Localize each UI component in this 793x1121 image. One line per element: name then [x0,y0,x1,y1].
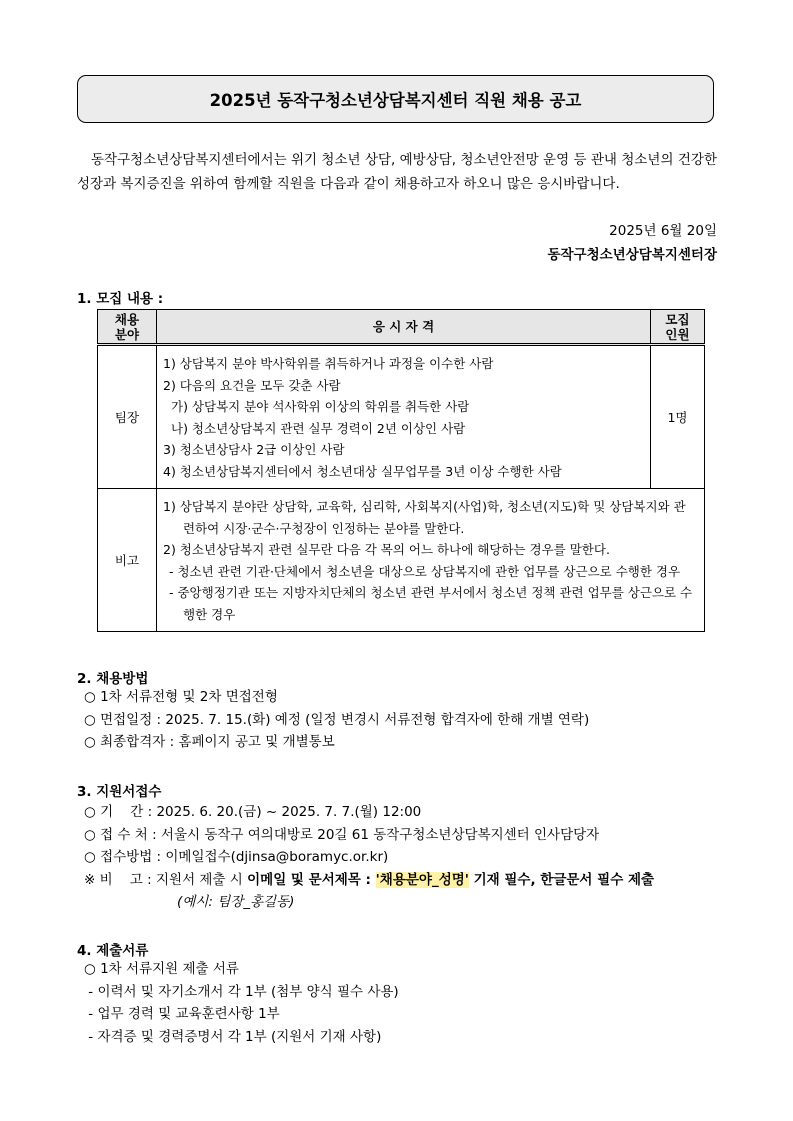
section1-heading: 1. 모집 내용 : [77,291,164,307]
section3-list [84,801,654,914]
row-category: 비고 [98,489,157,632]
list-item: ○ 면접일정 : 2025. 7. 15.(화) 예정 (일정 변경시 서류전형 합격자에 한해 개별 연락) [84,711,590,728]
section4-heading: 4. 제출서류 [77,943,149,959]
header-category: 채용 분야 [98,310,157,345]
section3-heading: 3. 지원서접수 [77,784,162,800]
list-item: - 이력서 및 자기소개서 각 1부 (첨부 양식 필수 사용) [84,983,399,1000]
row-qualifications: 1) 상담복지 분야 박사학위를 취득하거나 과정을 이수한 사람 2) 다음의 요건을 모두 갖춘 사람 가) 상담복지 분야 석사학위 이상의 학위를 취득한 사람 나) 청소년상담복지 관련 실무 경력이 2년 이상인 사람 3) 청소년상담사 2급 이상인 사람 4) 청소년상담복지센터에서 청소년대상 실무업무를 3년 이상 수행한 사람 [157,345,651,489]
list-item: ○ 접 수 처 : 서울시 동작구 여의대방로 20길 61 동작구청소년상담복지센터 인사담당자 [84,826,600,843]
page-title: 2025년 동작구청소년상담복지센터 직원 채용 공고 [77,75,714,123]
recruitment-table [97,309,705,632]
intro-paragraph: 동작구청소년상담복지센터에서는 위기 청소년 상담, 예방상담, 청소년안전망 운영 등 관내 청소년의 건강한 성장과 복지증진을 위하여 함께할 직원을 다음과 같이 채용하고자 하오니 많은 응시바랍니다. [77,152,717,192]
announcement-date: 2025년 6월 20일 [609,223,717,239]
table-header-row [98,310,705,345]
note-line: ※ 비 고 : 지원서 제출 시 이메일 및 문서제목 : '채용분야_성명' 기재 필수, 한글문서 필수 제출 [84,871,655,888]
header-count: 모집 인원 [651,310,705,345]
note-example: (예시: 팀장_홍길동) [177,894,295,910]
section2-list [84,686,589,754]
list-item: ○ 1차 서류전형 및 2차 면접전형 [84,689,278,705]
issuer-name: 동작구청소년상담복지센터장 [547,247,717,263]
row-notes: 1) 상담복지 분야란 상담학, 교육학, 심리학, 사회복지(사업)학, 청소년(지도)학 및 상담복지와 관련하여 시장·군수·구청장이 인정하는 분야를 말한다. 2) 청소년상담복지 관련 실무란 다음 각 목의 어느 하나에 해당하는 경우를 말한다. - 청소년 관련 기관·단체에서 청소년을 대상으로 상담복지에 관한 업무를 상근으로 수행한 경우 - 중앙행정기관 또는 지방자치단체의 청소년 관련 부서에서 청소년 정책 관련 업무를 상근으로 수행한 경우 [157,489,705,632]
highlighted-filename-format: '채용분야_성명' [375,871,469,888]
list-item: ○ 접수방법 : 이메일접수(djinsa@boramyc.or.kr) [84,849,389,865]
list-item: ○ 기 간 : 2025. 6. 20.(금) ~ 2025. 7. 7.(월) 12:00 [84,804,422,820]
list-item: ○ 1차 서류지원 제출 서류 [84,961,239,977]
row-category: 팀장 [98,345,157,489]
list-item: - 업무 경력 및 교육훈련사항 1부 [84,1006,280,1022]
header-qualifications: 응 시 자 격 [157,310,651,345]
row-count: 1명 [651,345,705,489]
table-row [98,489,705,632]
list-item: - 자격증 및 경력증명서 각 1부 (지원서 기재 사항) [84,1028,382,1045]
section2-heading: 2. 채용방법 [77,671,149,687]
list-item: ○ 최종합격자 : 홈페이지 공고 및 개별통보 [84,734,335,750]
table-row [98,345,705,489]
section4-list [84,958,399,1048]
